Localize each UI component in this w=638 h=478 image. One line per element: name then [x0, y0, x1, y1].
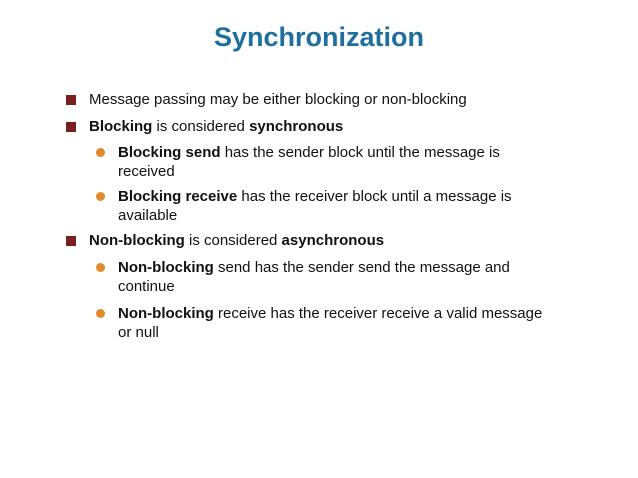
sub-bullet-3-1-line2: continue — [118, 278, 175, 295]
bullet-3-bold-keyword: asynchronous — [281, 232, 385, 249]
sub-bullet-3-1-rest: send has the sender send the message and — [213, 259, 510, 276]
sub-bullet-2-2-rest: has the receiver block until a message is — [237, 188, 512, 205]
slide-title: Synchronization — [213, 22, 424, 52]
sub-bullet-2-1-bold: Blocking send — [118, 144, 221, 161]
sub-bullet-2-2-line2: available — [118, 207, 178, 224]
sub-bullet-2-1-line1 — [118, 143, 578, 162]
bullet-3-connector: is considered — [184, 232, 282, 249]
square-bullet-icon — [66, 236, 76, 246]
round-bullet-icon — [96, 192, 105, 201]
sub-bullet-3-1-text — [118, 258, 578, 296]
bullet-1-text — [89, 90, 467, 109]
sub-bullet-2-1-rest: has the sender block until the message is — [220, 144, 500, 161]
sub-bullet-2-1-line2: received — [118, 163, 175, 180]
sub-bullet-3-2-rest: receive has the receiver receive a valid message — [213, 305, 543, 322]
sub-bullet-3-2-line1 — [118, 304, 578, 323]
bullet-2-bold-keyword: synchronous — [249, 118, 344, 135]
square-bullet-icon — [66, 95, 76, 105]
sub-bullet-2-2-line1 — [118, 187, 578, 206]
bullet-3-text — [89, 231, 384, 250]
sub-bullet-3-2-text — [118, 304, 578, 342]
bullet-2-bold-term: Blocking — [89, 118, 153, 135]
sub-bullet-3-2-bold: Non-blocking — [118, 305, 214, 322]
sub-bullet-2-2-bold: Blocking receive — [118, 188, 238, 205]
bullet-3-bold-term: Non-blocking — [89, 232, 185, 249]
bullet-1-label: Message passing may be either blocking or non-blocking — [89, 91, 467, 108]
bullet-2-text — [89, 117, 343, 136]
round-bullet-icon — [96, 263, 105, 272]
sub-bullet-3-2-line2: or null — [118, 324, 159, 341]
round-bullet-icon — [96, 148, 105, 157]
round-bullet-icon — [96, 309, 105, 318]
square-bullet-icon — [66, 122, 76, 132]
sub-bullet-3-1-bold: Non-blocking — [118, 259, 214, 276]
bullet-2-connector: is considered — [152, 118, 250, 135]
sub-bullet-2-1-text — [118, 143, 578, 181]
sub-bullet-2-2-text — [118, 187, 578, 225]
sub-bullet-3-1-line1 — [118, 258, 578, 277]
